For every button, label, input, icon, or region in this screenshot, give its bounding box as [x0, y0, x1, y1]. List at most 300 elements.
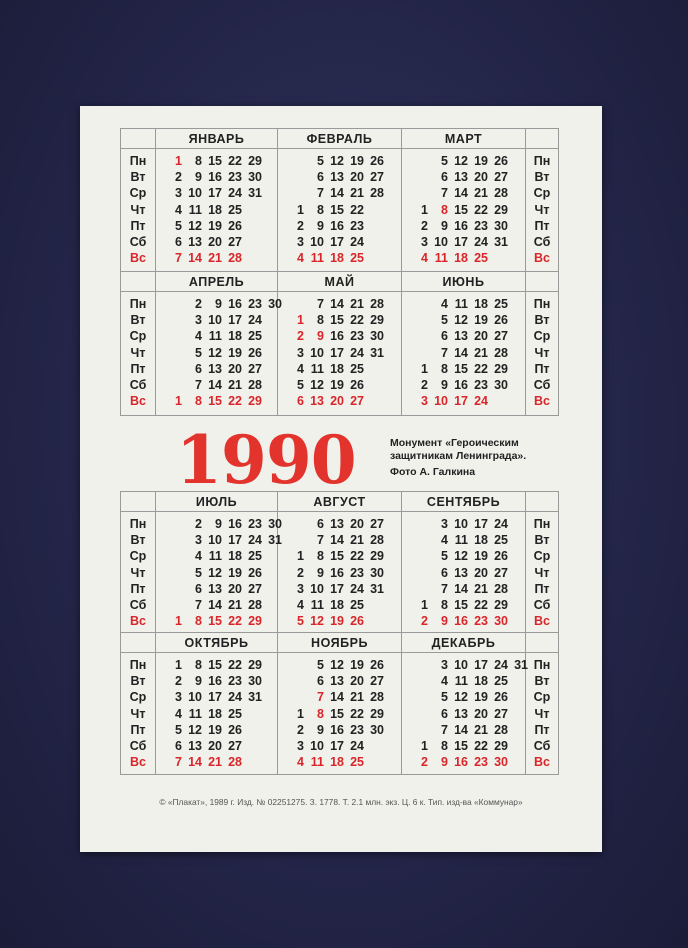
day-number: 9	[317, 218, 324, 233]
day-row	[408, 296, 525, 312]
day-number: 28	[370, 186, 384, 201]
day-number: 2	[297, 218, 304, 233]
day-number: 24	[350, 345, 364, 360]
day-number: 18	[228, 329, 242, 344]
day-number: 12	[208, 345, 222, 360]
day-number: 9	[441, 755, 448, 770]
weekday-label: Ср	[129, 690, 147, 705]
day-row	[408, 234, 525, 250]
day-row	[408, 169, 525, 185]
day-number: 16	[330, 329, 344, 344]
weekday-label: Сб	[129, 378, 147, 393]
weekday-label: Пн	[533, 297, 551, 311]
day-number: 31	[248, 690, 262, 705]
day-number: 22	[350, 202, 364, 217]
day-row	[284, 361, 401, 377]
day-number: 17	[330, 581, 344, 596]
day-number: 3	[421, 234, 428, 249]
day-number: 8	[195, 154, 202, 168]
day-number: 5	[317, 658, 324, 672]
day-number: 19	[330, 377, 344, 392]
day-number: 30	[248, 674, 262, 689]
day-number: 19	[208, 218, 222, 233]
day-number: 26	[494, 154, 508, 168]
day-number: 16	[208, 674, 222, 689]
day-number: 3	[297, 738, 304, 753]
day-number: 21	[208, 755, 222, 770]
day-number: 12	[454, 313, 468, 328]
day-number: 6	[441, 170, 448, 185]
day-number: 23	[350, 565, 364, 580]
day-number: 18	[330, 251, 344, 266]
day-number: 12	[188, 218, 202, 233]
weekday-label: Пт	[130, 581, 146, 596]
day-number: 18	[208, 202, 222, 217]
day-number: 17	[454, 394, 468, 409]
day-number: 10	[310, 738, 324, 753]
day-number: 7	[195, 377, 202, 392]
weekday-column	[526, 292, 558, 415]
day-row	[284, 722, 401, 738]
day-row	[162, 377, 277, 393]
day-number: 26	[248, 565, 262, 580]
day-number: 18	[330, 755, 344, 770]
day-number: 3	[421, 394, 428, 409]
day-row	[162, 754, 277, 770]
weekday-label: Пн	[129, 297, 147, 311]
header-spacer	[526, 129, 558, 149]
day-row	[284, 738, 401, 754]
day-number: 4	[441, 533, 448, 548]
day-number: 21	[474, 722, 488, 737]
day-number: 15	[454, 202, 468, 217]
weekday-label: Пт	[534, 361, 550, 376]
day-number: 13	[310, 394, 324, 409]
day-number: 9	[441, 218, 448, 233]
day-number: 26	[350, 377, 364, 392]
header-spacer	[526, 492, 558, 512]
day-row	[408, 613, 525, 629]
day-row	[284, 185, 401, 201]
day-row	[284, 581, 401, 597]
day-number: 14	[454, 186, 468, 201]
day-number: 25	[494, 533, 508, 548]
weekday-label: Сб	[129, 598, 147, 613]
day-number: 7	[317, 297, 324, 311]
day-number: 23	[228, 674, 242, 689]
day-number: 8	[441, 202, 448, 217]
day-number: 16	[454, 614, 468, 629]
day-number: 27	[248, 361, 262, 376]
day-number: 16	[208, 170, 222, 185]
day-number: 10	[454, 658, 468, 672]
weekday-label: Ср	[533, 329, 551, 344]
day-number: 24	[474, 234, 488, 249]
day-number: 4	[297, 755, 304, 770]
day-row	[162, 581, 277, 597]
day-number: 19	[330, 614, 344, 629]
day-number: 14	[188, 251, 202, 266]
day-number: 16	[330, 218, 344, 233]
calendar-block-second-half	[120, 491, 559, 775]
day-number: 19	[350, 658, 364, 672]
day-number: 23	[474, 377, 488, 392]
day-number: 12	[330, 658, 344, 672]
day-number: 14	[330, 297, 344, 311]
day-number: 28	[370, 533, 384, 548]
day-number: 27	[370, 674, 384, 689]
day-number: 6	[195, 581, 202, 596]
day-number: 19	[474, 549, 488, 564]
day-number: 23	[248, 297, 262, 311]
day-number: 2	[421, 377, 428, 392]
day-number: 5	[195, 565, 202, 580]
day-number: 29	[494, 597, 508, 612]
day-row	[162, 234, 277, 250]
day-number: 2	[297, 722, 304, 737]
weekday-label: Пт	[534, 581, 550, 596]
day-number: 15	[208, 394, 222, 409]
day-number: 14	[208, 597, 222, 612]
day-number: 26	[494, 313, 508, 328]
day-number: 16	[454, 755, 468, 770]
day-row	[408, 706, 525, 722]
day-number: 21	[474, 345, 488, 360]
day-number: 29	[370, 549, 384, 564]
weekday-label: Вс	[534, 755, 550, 770]
day-number: 2	[421, 614, 428, 629]
day-number: 24	[494, 517, 508, 531]
day-number: 26	[370, 658, 384, 672]
day-number: 28	[494, 186, 508, 201]
day-number: 1	[421, 361, 428, 376]
day-number: 27	[228, 738, 242, 753]
weekday-column	[526, 149, 558, 272]
day-number: 26	[228, 218, 242, 233]
month-title: МАРТ	[402, 129, 526, 149]
day-number: 30	[494, 614, 508, 629]
day-number: 24	[248, 533, 262, 548]
day-number: 30	[370, 329, 384, 344]
day-row	[408, 548, 525, 564]
day-row	[162, 722, 277, 738]
day-number: 29	[370, 706, 384, 721]
day-number: 23	[350, 218, 364, 233]
day-number: 9	[441, 377, 448, 392]
day-number: 25	[350, 251, 364, 266]
day-number: 27	[228, 234, 242, 249]
day-number: 25	[248, 549, 262, 564]
day-row	[162, 296, 282, 312]
day-number: 20	[474, 329, 488, 344]
caption-line-1: Монумент «Героическим	[390, 437, 519, 449]
month-title: НОЯБРЬ	[278, 633, 402, 653]
day-number: 26	[350, 614, 364, 629]
weekday-label: Вт	[130, 674, 146, 689]
day-number: 10	[310, 345, 324, 360]
day-number: 7	[441, 186, 448, 201]
day-number: 21	[350, 186, 364, 201]
weekday-label: Пн	[533, 658, 551, 672]
day-number: 3	[195, 533, 202, 548]
day-row	[408, 393, 525, 409]
weekday-label: Вт	[534, 533, 550, 548]
day-number: 12	[310, 377, 324, 392]
weekday-label: Ср	[129, 186, 147, 201]
day-number: 21	[474, 581, 488, 596]
day-number: 9	[317, 722, 324, 737]
day-row	[284, 169, 401, 185]
day-number: 11	[310, 361, 324, 376]
day-row	[284, 202, 401, 218]
day-number: 5	[175, 218, 182, 233]
day-number: 17	[330, 738, 344, 753]
day-number: 19	[474, 154, 488, 168]
day-row	[284, 153, 401, 169]
day-number: 24	[494, 658, 508, 672]
day-row	[162, 673, 277, 689]
day-number: 18	[330, 597, 344, 612]
day-row	[162, 597, 277, 613]
day-number: 29	[494, 361, 508, 376]
day-number: 3	[441, 658, 448, 672]
weekday-label: Вс	[130, 755, 146, 770]
weekday-label: Сб	[129, 739, 147, 754]
day-number: 17	[474, 517, 488, 531]
day-row	[408, 345, 525, 361]
day-number: 9	[215, 297, 222, 311]
day-number: 24	[228, 690, 242, 705]
day-number: 5	[317, 154, 324, 168]
day-number: 2	[421, 218, 428, 233]
day-number: 25	[228, 202, 242, 217]
day-number: 28	[228, 251, 242, 266]
day-number: 10	[434, 234, 448, 249]
day-number: 25	[350, 361, 364, 376]
month-title: СЕНТЯБРЬ	[402, 492, 526, 512]
day-number: 18	[330, 361, 344, 376]
day-number: 8	[195, 394, 202, 409]
day-number: 9	[215, 517, 222, 531]
weekday-label: Ср	[533, 690, 551, 705]
month-title: АВГУСТ	[278, 492, 402, 512]
day-number: 24	[228, 186, 242, 201]
day-row	[162, 202, 277, 218]
day-number: 23	[474, 755, 488, 770]
day-number: 6	[175, 234, 182, 249]
day-number: 21	[474, 186, 488, 201]
day-row	[162, 250, 277, 266]
day-number: 20	[474, 706, 488, 721]
day-number: 1	[297, 549, 304, 564]
day-number: 13	[454, 565, 468, 580]
day-number: 13	[188, 738, 202, 753]
day-row	[284, 565, 401, 581]
day-number: 30	[268, 297, 282, 311]
day-row	[408, 754, 525, 770]
day-number: 14	[330, 533, 344, 548]
header-spacer	[121, 492, 156, 512]
day-number: 25	[494, 674, 508, 689]
day-row	[408, 185, 525, 201]
day-row	[162, 312, 277, 328]
day-row	[162, 153, 277, 169]
day-number: 26	[248, 345, 262, 360]
day-number: 14	[208, 377, 222, 392]
day-number: 30	[248, 170, 262, 185]
day-number: 13	[454, 706, 468, 721]
day-number: 7	[441, 581, 448, 596]
day-row	[408, 377, 525, 393]
day-number: 1	[421, 202, 428, 217]
day-row	[284, 516, 401, 532]
weekday-label: Вт	[130, 533, 146, 548]
day-number: 23	[474, 614, 488, 629]
day-number: 27	[494, 170, 508, 185]
day-number: 29	[248, 154, 262, 168]
weekday-label: Чт	[130, 202, 146, 217]
day-row	[284, 296, 401, 312]
day-number: 4	[175, 706, 182, 721]
day-number: 21	[350, 297, 364, 311]
day-row	[162, 689, 277, 705]
day-number: 12	[454, 549, 468, 564]
day-number: 30	[370, 565, 384, 580]
day-number: 12	[310, 614, 324, 629]
day-number: 7	[175, 251, 182, 266]
day-number: 2	[175, 170, 182, 185]
day-row	[408, 153, 525, 169]
day-number: 27	[370, 517, 384, 531]
day-number: 18	[474, 674, 488, 689]
day-number: 21	[228, 377, 242, 392]
weekday-column	[526, 512, 558, 633]
day-number: 28	[370, 297, 384, 311]
day-number: 6	[317, 517, 324, 531]
day-number: 26	[494, 690, 508, 705]
day-number: 14	[330, 690, 344, 705]
day-row	[408, 361, 525, 377]
day-number: 2	[175, 674, 182, 689]
year-band	[120, 415, 557, 499]
weekday-label: Сб	[533, 235, 551, 250]
day-number: 11	[454, 674, 468, 689]
day-number: 6	[175, 738, 182, 753]
day-number: 4	[297, 597, 304, 612]
day-number: 30	[268, 517, 282, 531]
day-number: 20	[474, 565, 488, 580]
day-number: 17	[228, 533, 242, 548]
day-number: 8	[441, 597, 448, 612]
day-number: 16	[228, 297, 242, 311]
weekday-label: Пн	[129, 517, 147, 531]
print-credit: © «Плакат», 1989 г. Изд. № 02251275. З. 1778. Т. 2.1 млн. экз. Ц. 6 к. Тип. изд-ва «Коммунар»	[159, 797, 523, 807]
weekday-label: Вс	[534, 394, 550, 409]
day-row	[284, 345, 401, 361]
day-number: 28	[494, 345, 508, 360]
day-number: 19	[208, 722, 222, 737]
day-number: 9	[195, 170, 202, 185]
day-number: 6	[297, 394, 304, 409]
month-days	[278, 512, 402, 633]
day-number: 11	[208, 329, 222, 344]
day-number: 20	[350, 517, 364, 531]
month-title: ОКТЯБРЬ	[156, 633, 278, 653]
month-days	[402, 653, 526, 774]
day-number: 11	[434, 251, 448, 266]
day-row	[408, 581, 525, 597]
day-number: 7	[317, 533, 324, 548]
day-number: 4	[175, 202, 182, 217]
day-number: 20	[474, 170, 488, 185]
day-number: 8	[195, 614, 202, 629]
month-days	[402, 149, 526, 272]
day-number: 10	[454, 517, 468, 531]
day-number: 13	[330, 170, 344, 185]
day-number: 5	[441, 154, 448, 168]
day-row	[284, 218, 401, 234]
day-row	[408, 312, 525, 328]
day-number: 24	[350, 234, 364, 249]
day-number: 3	[297, 345, 304, 360]
month-days	[278, 292, 402, 415]
day-row	[284, 673, 401, 689]
day-number: 8	[195, 658, 202, 672]
day-number: 2	[195, 517, 202, 531]
day-number: 5	[441, 313, 448, 328]
day-number: 30	[494, 755, 508, 770]
day-number: 21	[350, 690, 364, 705]
day-number: 24	[474, 394, 488, 409]
day-row	[408, 328, 525, 344]
weekday-label: Пн	[533, 154, 551, 168]
day-number: 16	[454, 377, 468, 392]
day-row	[408, 722, 525, 738]
day-row	[284, 393, 401, 409]
day-number: 9	[317, 565, 324, 580]
day-number: 6	[317, 170, 324, 185]
day-number: 22	[350, 313, 364, 328]
caption-line-3: Фото А. Галкина	[390, 466, 476, 478]
day-number: 10	[208, 313, 222, 328]
day-number: 27	[494, 329, 508, 344]
day-number: 29	[248, 614, 262, 629]
day-number: 20	[350, 674, 364, 689]
day-number: 18	[474, 533, 488, 548]
day-number: 27	[370, 170, 384, 185]
header-spacer	[121, 272, 156, 292]
day-number: 26	[370, 154, 384, 168]
month-days	[156, 653, 278, 774]
weekday-column	[121, 512, 156, 633]
weekday-label: Пн	[129, 154, 147, 168]
weekday-label: Чт	[534, 565, 550, 580]
day-number: 4	[195, 329, 202, 344]
weekday-label: Вс	[130, 394, 146, 409]
day-number: 11	[454, 297, 468, 311]
day-number: 7	[317, 690, 324, 705]
day-number: 5	[195, 345, 202, 360]
calendar-card	[80, 106, 602, 852]
day-row	[284, 250, 401, 266]
day-number: 7	[175, 755, 182, 770]
day-number: 14	[454, 581, 468, 596]
day-number: 7	[441, 722, 448, 737]
day-number: 6	[195, 361, 202, 376]
day-number: 20	[350, 170, 364, 185]
weekday-label: Пт	[130, 218, 146, 233]
calendar-block-first-half	[120, 128, 559, 416]
